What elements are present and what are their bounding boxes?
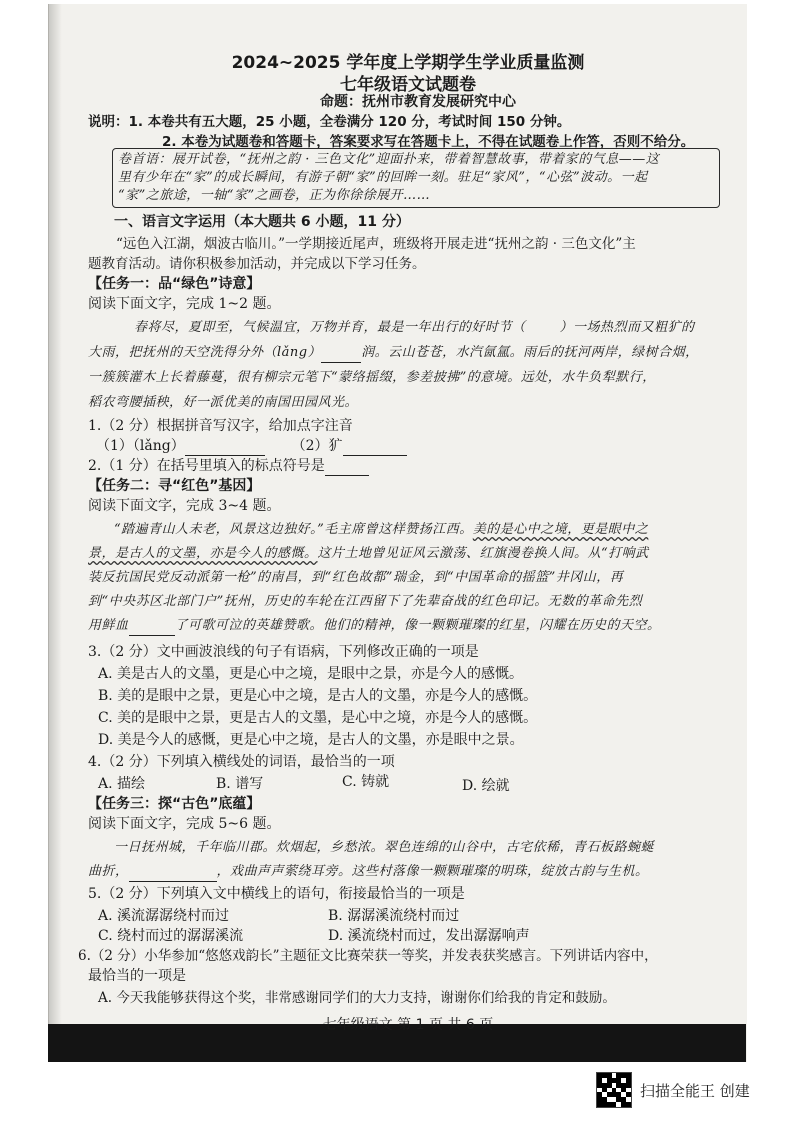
passage2-line-2 (88, 544, 649, 564)
q2-text: 2.（1 分）在括号里填入的标点符号是 (88, 458, 325, 474)
task2-read: 阅读下面文字，完成 3~4 题。 (88, 498, 281, 514)
q4-option-d: D. 绘就 (462, 778, 510, 794)
q3-option-a: A. 美是古人的文墨，更是心中之境，是眼中之景，亦是今人的感慨。 (98, 666, 524, 682)
q3-option-b: B. 美的是眼中之景，更是心中之境，是古人的文墨，亦是今人的感慨。 (98, 688, 538, 704)
passage1-line-1 (134, 318, 695, 338)
passage1-line-4: 稻农弯腰插秧，好一派优美的南国田园风光。 (88, 395, 359, 410)
q6-option-a: A. 今天我能够获得这个奖，非常感谢同学们的大力支持，谢谢你们给我的肯定和鼓励。 (98, 990, 616, 1006)
q3-option-d: D. 美是今人的感慨，更是心中之境，是古人的文墨，亦是眼中之景。 (98, 732, 524, 748)
q5-blank (129, 865, 217, 882)
section1-intro-2: 题教育活动。请你积极参加活动，并完成以下学习任务。 (88, 256, 426, 272)
q5-option-d: D. 溪流绕村而过，发出潺潺响声 (328, 928, 530, 944)
question-3: 3.（2 分）文中画波浪线的句子有语病，下列修改正确的一项是 (88, 644, 479, 660)
q1-part-1: （1）（lǎng） (96, 438, 185, 454)
exam-author: 命题：抚州市教育发展研究中心 (320, 94, 516, 110)
preface-line-3: “家”之旅途，一轴“家”之画卷，正为你徐徐展开…… (118, 188, 431, 203)
task3-read: 阅读下面文字，完成 5~6 题。 (88, 816, 281, 832)
passage2-line-3: 装反抗国民党反动派第一枪”的南昌，到“红色故都”瑞金，到“中国革命的摇篮”井冈山，再 (88, 570, 624, 585)
q3-option-c: C. 美的是眼中之景，更是古人的文墨，是心中之境，亦是今人的感慨。 (98, 710, 538, 726)
q5-option-b: B. 潺潺溪流绕村而过 (328, 908, 460, 924)
task3-heading: 【任务三：探“古色”底蕴】 (88, 796, 261, 812)
passage2-text-h: 了可歌可泣的英雄赞歌。他们的精神，像一颗颗璀璨的红星，闪耀在历史的天空。 (174, 618, 661, 633)
wavy-sentence-part-2: 景，是古人的文墨，亦是今人的感慨。 (88, 546, 318, 561)
question-6-line-2: 最恰当的一项是 (88, 968, 186, 984)
watermark-text: 扫描全能王 创建 (640, 1081, 750, 1100)
q5-option-a: A. 溪流潺潺绕村而过 (98, 908, 230, 924)
question-6-line-1: 6.（2 分）小华参加“悠悠戏韵长”主题征文比赛荣获一等奖，并发表获奖感言。下列讲话内容中， (78, 948, 658, 964)
passage2-text-a: “踏遍青山人未老，风景这边独好。”毛主席曾这样赞扬江西。 (114, 522, 473, 537)
q4-option-b: B. 谱写 (216, 776, 264, 792)
section1-intro-1: “远色入江湖，烟波古临川。”一学期接近尾声，班级将开展走进“抚州之韵 · 三色文化”主 (116, 236, 636, 252)
preface-line-1: 卷首语：展开试卷，“抚州之韵 · 三色文化”迎面扑来，带着智慧故事，带着家的气息——这 (118, 152, 660, 167)
page-footer: 七年级语文 第 1 页 共 6 页 (322, 1017, 494, 1033)
question-4: 4.（2 分）下列填入横线处的词语，最恰当的一项 (88, 754, 395, 770)
q4-option-c: C. 铸就 (342, 774, 390, 790)
passage1-line-2 (88, 343, 699, 363)
task1-read: 阅读下面文字，完成 1~2 题。 (88, 296, 281, 312)
q1-blank-2 (343, 439, 407, 456)
preface-line-2: 里有少年在“家”的成长瞬间，有游子朝“家”的回眸一刻。驻足“家风”，“心弦”波动。一起 (118, 170, 648, 185)
passage2-text-g: 用鲜血 (88, 618, 129, 633)
passage2-line-1 (114, 520, 648, 540)
section1-heading: 一、语言文字运用（本大题共 6 小题，11 分） (114, 214, 410, 230)
passage2-line-5 (88, 616, 661, 636)
passage1-line-3: 一簇簇灌木上长着藤蔓，很有柳宗元笔下“蒙络摇缀，参差披拂”的意境。远处，水牛负犁默行， (88, 370, 656, 385)
exam-subtitle: 七年级语文试题卷 (340, 75, 476, 95)
instruction-line-2: 2. 本卷为试题卷和答题卡，答案要求写在答题卡上，不得在试题卷上作答，否则不给分。 (162, 134, 695, 150)
q4-option-a: A. 描绘 (98, 776, 146, 792)
passage2-line-4: 到“中央苏区北部门户”抚州，历史的车轮在江西留下了先辈奋战的红色印记。无数的革命先烈 (88, 594, 643, 609)
instruction-line-1: 说明：1. 本卷共有五大题，25 小题，全卷满分 120 分，考试时间 150 分钟。 (88, 114, 571, 130)
passage3-line-1: 一日抚州城，千年临川郡。炊烟起，乡愁浓。翠色连绵的山谷中，古宅依稀，青石板路蜿蜒 (114, 840, 655, 855)
passage1-text-a: 春将尽，夏即至，气候温宜，万物并育，最是一年出行的好时节（ (134, 320, 526, 335)
q1-blank-1 (185, 439, 265, 456)
task2-heading: 【任务二：寻“红色”基因】 (88, 478, 261, 494)
q4-blank (129, 619, 175, 636)
passage1-text-d: 润。云山苍苍，水汽氤氲。雨后的抚河两岸，绿树合烟， (361, 345, 699, 360)
passage3-text-b: 曲折， (88, 864, 129, 879)
passage1-text-b: ）一场热烈而又粗犷的 (559, 320, 695, 335)
q5-option-c: C. 绕村而过的潺潺溪流 (98, 928, 244, 944)
task1-heading: 【任务一：品“绿色”诗意】 (88, 276, 261, 292)
question-2 (88, 456, 369, 476)
exam-title: 2024~2025 学年度上学期学生学业质量监测 (231, 53, 585, 73)
fill-blank-lang (321, 346, 361, 363)
passage1-text-c: 大雨，把抚州的天空洗得分外（lǎng） (88, 345, 322, 360)
scan-edge-shadow (48, 4, 62, 1062)
wavy-sentence-part-1: 美的是心中之境，更是眼中之 (472, 522, 649, 537)
scanner-watermark (596, 1071, 750, 1109)
question-1: 1.（2 分）根据拼音写汉字，给加点字注音 (88, 418, 353, 434)
q2-blank (325, 459, 369, 476)
question-5: 5.（2 分）下列填入文中横线上的语句，衔接最恰当的一项是 (88, 886, 465, 902)
qr-code-icon (596, 1072, 632, 1108)
question-1-answers (96, 436, 407, 456)
passage3-line-2 (88, 862, 649, 882)
passage2-text-d: 这片土地曾见证风云激荡、红旗漫卷换人间。从“打响武 (317, 546, 649, 561)
q1-part-2: （2）犷 (291, 438, 343, 454)
passage3-text-c: ，戏曲声声萦绕耳旁。这些村落像一颗颗璀璨的明珠，绽放古韵与生机。 (216, 864, 649, 879)
